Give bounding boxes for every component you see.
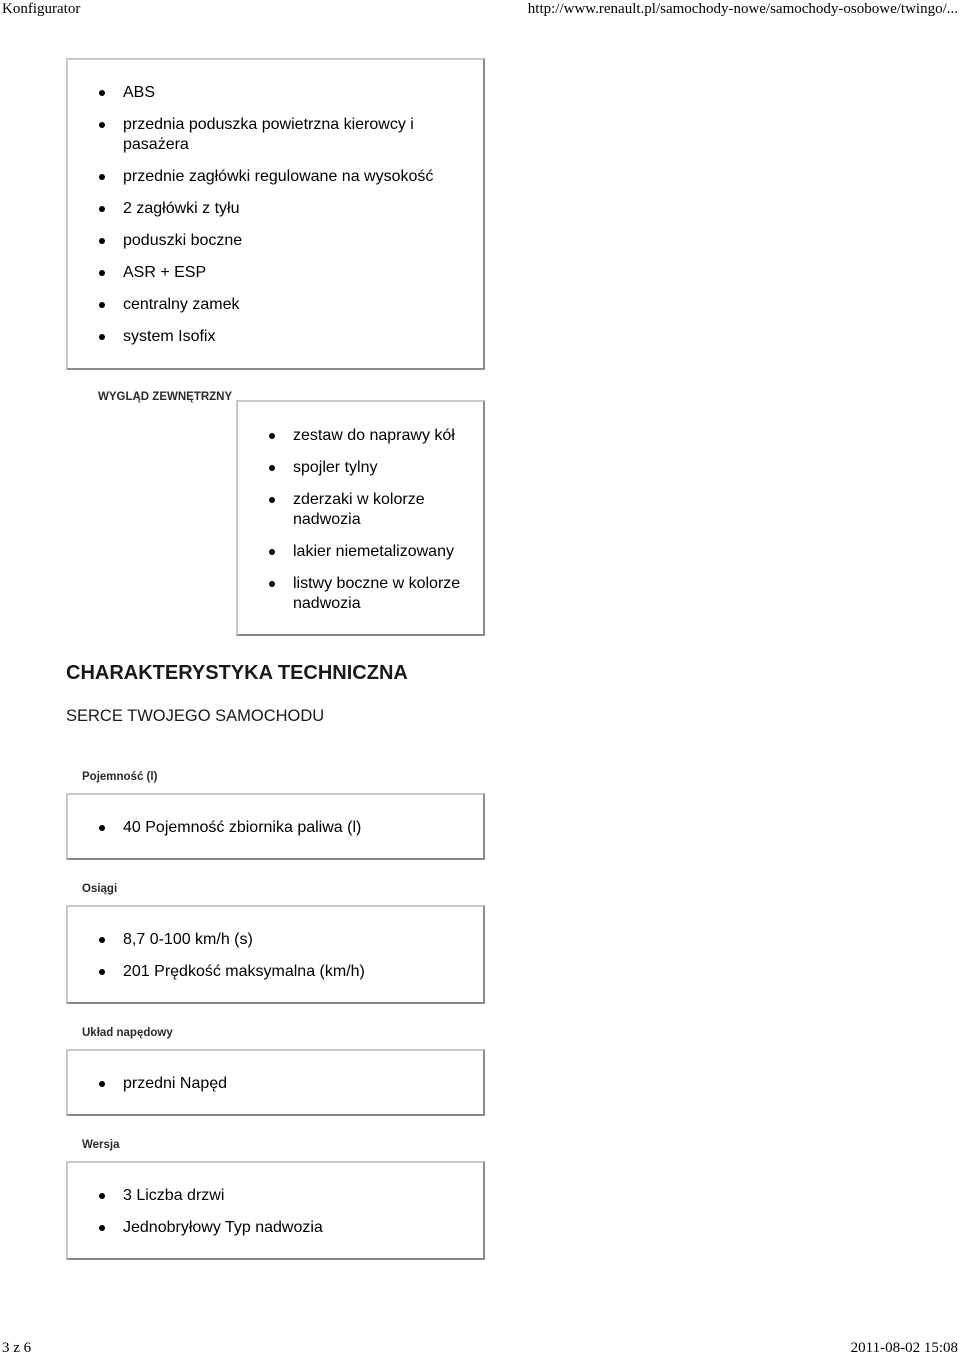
list-item: Jednobryłowy Typ nadwozia	[123, 1218, 453, 1238]
version-box	[66, 1161, 485, 1260]
list-item: listwy boczne w kolorze nadwozia	[293, 574, 473, 614]
list-item: 201 Prędkość maksymalna (km/h)	[123, 962, 453, 982]
page-title: Konfigurator	[2, 1, 81, 17]
list-item: system Isofix	[123, 327, 453, 347]
list-item: 8,7 0-100 km/h (s)	[123, 930, 453, 950]
drivetrain-box	[66, 1049, 485, 1116]
list-item: przedni Napęd	[123, 1074, 453, 1094]
list-item: ASR + ESP	[123, 263, 453, 283]
list-item: lakier niemetalizowany	[293, 542, 473, 562]
safety-list	[123, 83, 453, 347]
technical-subtitle: SERCE TWOJEGO SAMOCHODU	[66, 707, 325, 725]
list-item: 3 Liczba drzwi	[123, 1186, 453, 1206]
drivetrain-label: Układ napędowy	[82, 1027, 173, 1039]
version-list	[123, 1186, 453, 1238]
performance-list	[123, 930, 453, 982]
list-item: zestaw do naprawy kół	[293, 426, 473, 446]
list-item: spojler tylny	[293, 458, 473, 478]
list-item: poduszki boczne	[123, 231, 453, 251]
list-item: zderzaki w kolorze nadwozia	[293, 490, 473, 530]
list-item: przednia poduszka powietrzna kierowcy i pasażera	[123, 115, 453, 155]
list-item: przednie zagłówki regulowane na wysokość	[123, 167, 453, 187]
exterior-list	[293, 426, 473, 614]
technical-title: CHARAKTERYSTYKA TECHNICZNA	[66, 662, 408, 684]
drivetrain-list	[123, 1074, 453, 1094]
performance-label: Osiągi	[82, 883, 118, 895]
exterior-label: WYGLĄD ZEWNĘTRZNY	[98, 391, 233, 403]
page-number: 3 z 6	[2, 1340, 32, 1356]
page-url: http://www.renault.pl/samochody-nowe/samochody-osobowe/twingo/...	[527, 1, 958, 17]
safety-equipment-box	[66, 58, 485, 370]
list-item: centralny zamek	[123, 295, 453, 315]
version-label: Wersja	[82, 1139, 120, 1151]
list-item: 40 Pojemność zbiornika paliwa (l)	[123, 818, 453, 838]
capacity-list	[123, 818, 453, 838]
print-datetime: 2011-08-02 15:08	[850, 1340, 958, 1356]
capacity-label: Pojemność (l)	[82, 771, 158, 783]
list-item: ABS	[123, 83, 453, 103]
exterior-box	[236, 400, 485, 636]
list-item: 2 zagłówki z tyłu	[123, 199, 453, 219]
capacity-box	[66, 793, 485, 860]
performance-box	[66, 905, 485, 1004]
